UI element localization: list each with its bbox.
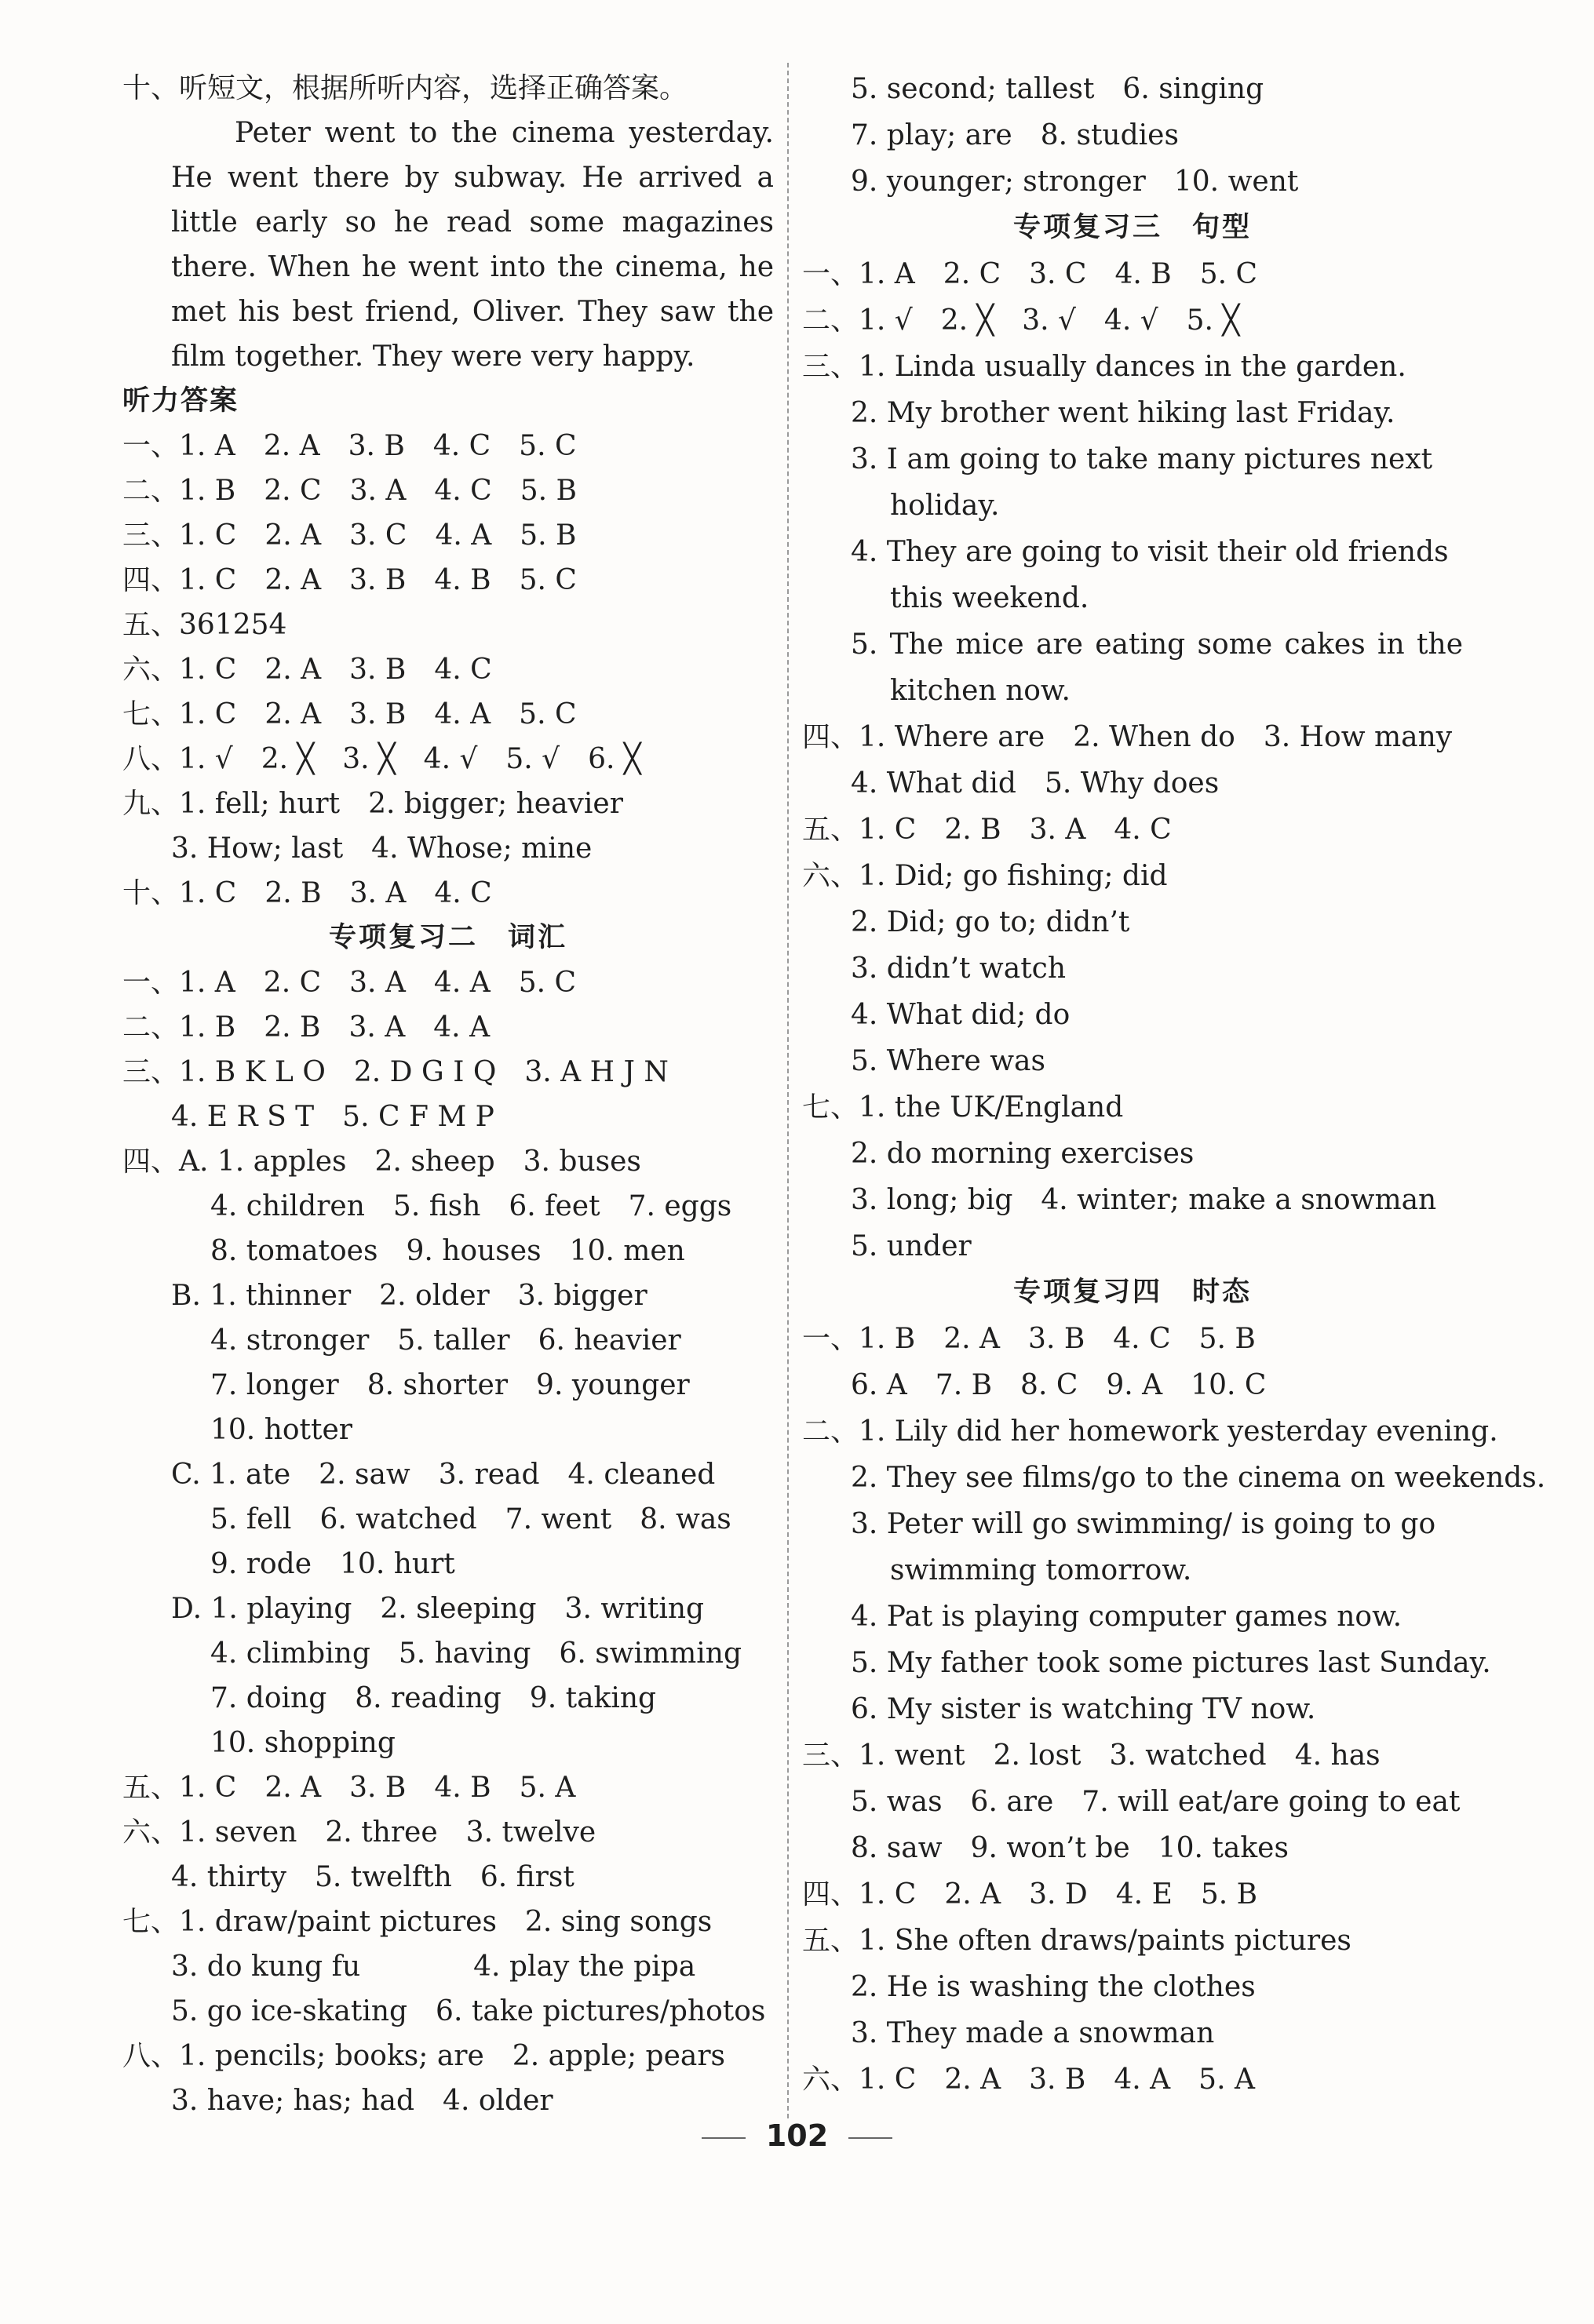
section-heading: 专项复习三 句型 <box>1012 212 1252 243</box>
answer-line: 9. younger; stronger 10. went <box>851 166 1299 198</box>
answer-line: 五、1. C 2. B 3. A 4. C <box>802 814 1172 846</box>
section-heading: 专项复习二 词汇 <box>328 922 567 953</box>
answer-line: 2. They see films/go to the cinema on weekends. <box>851 1462 1546 1494</box>
answer-line: kitchen now. <box>890 675 1071 707</box>
answer-line: 3. Peter will go swimming/ is going to go <box>851 1508 1436 1540</box>
answer-line: 十、1. C 2. B 3. A 4. C <box>122 877 492 909</box>
answer-line: D. 1. playing 2. sleeping 3. writing <box>171 1593 705 1625</box>
answer-line: 6. My sister is watching TV now. <box>851 1693 1316 1725</box>
answer-line: 三、1. Linda usually dances in the garden. <box>802 351 1406 383</box>
answer-line: 四、1. Where are 2. When do 3. How many <box>802 721 1453 753</box>
answer-line: 4. climbing 5. having 6. swimming <box>210 1637 742 1670</box>
answer-line: 5. fell 6. watched 7. went 8. was <box>210 1503 731 1535</box>
answer-line: 一、1. A 2. C 3. A 4. A 5. C <box>122 967 577 999</box>
answer-line: 四、1. C 2. A 3. D 4. E 5. B <box>802 1878 1258 1911</box>
answer-line: 六、1. C 2. A 3. B 4. C <box>122 654 492 686</box>
answer-line: 2. My brother went hiking last Friday. <box>851 397 1395 429</box>
answer-line: B. 1. thinner 2. older 3. bigger <box>171 1280 647 1312</box>
answer-line: 7. longer 8. shorter 9. younger <box>210 1369 690 1401</box>
answer-line: 一、1. B 2. A 3. B 4. C 5. B <box>802 1323 1256 1355</box>
answer-line: 5. was 6. are 7. will eat/are going to eat <box>851 1786 1461 1818</box>
answer-line: film together. They were very happy. <box>171 341 695 373</box>
answer-line: 十、听短文，根据所听内容，选择正确答案。 <box>122 72 688 104</box>
answer-line: 8. saw 9. won’t be 10. takes <box>851 1832 1289 1864</box>
answer-line: 七、1. draw/paint pictures 2. sing songs <box>122 1906 713 1938</box>
answer-line: 4. What did 5. Why does <box>851 767 1220 800</box>
section-heading: 听力答案 <box>122 385 239 417</box>
column-divider <box>787 63 789 2118</box>
answer-line: 5. go ice-skating 6. take pictures/photos <box>171 1995 766 2027</box>
answer-line: 二、1. B 2. C 3. A 4. C 5. B <box>122 475 577 507</box>
answer-line: met his best friend, Oliver. They saw the <box>171 296 774 328</box>
answer-line: 八、1. pencils; books; are 2. apple; pears <box>122 2040 726 2072</box>
answer-line: 二、1. Lily did her homework yesterday evening. <box>802 1415 1498 1448</box>
answer-line: this weekend. <box>890 582 1089 614</box>
answer-line: 二、1. √ 2. ╳ 3. √ 4. √ 5. ╳ <box>802 304 1240 337</box>
answer-line: 八、1. √ 2. ╳ 3. ╳ 4. √ 5. √ 6. ╳ <box>122 743 641 775</box>
answer-line: 5. Where was <box>851 1045 1045 1077</box>
answer-line: 三、1. B K L O 2. D G I Q 3. A H J N <box>122 1056 669 1088</box>
answer-line: 六、1. Did; go fishing; did <box>802 860 1168 892</box>
page-number-footer <box>0 2118 1594 2153</box>
answer-line: 2. do morning exercises <box>851 1138 1195 1170</box>
answer-line: 9. rode 10. hurt <box>210 1548 455 1580</box>
answer-line: 五、1. C 2. A 3. B 4. B 5. A <box>122 1772 576 1804</box>
answer-line: 6. A 7. B 8. C 9. A 10. C <box>851 1369 1267 1401</box>
answer-line: there. When he went into the cinema, he <box>171 251 774 283</box>
answer-line: 六、1. C 2. A 3. B 4. A 5. A <box>802 2064 1255 2096</box>
answer-line: 10. hotter <box>210 1414 353 1446</box>
answer-line: 3. have; has; had 4. older <box>171 2085 553 2117</box>
footer-dash-right <box>848 2137 892 2139</box>
answer-line: 二、1. B 2. B 3. A 4. A <box>122 1011 491 1044</box>
answer-line: 3. didn’t watch <box>851 953 1067 985</box>
answer-line: swimming tomorrow. <box>890 1554 1192 1586</box>
answer-line: Peter went to the cinema yesterday. <box>235 117 774 149</box>
answer-line: 8. tomatoes 9. houses 10. men <box>210 1235 685 1267</box>
answer-line: 10. shopping <box>210 1727 396 1759</box>
answer-line: 一、1. A 2. A 3. B 4. C 5. C <box>122 430 577 462</box>
answer-line: 3. How; last 4. Whose; mine <box>171 832 593 865</box>
answer-line: 九、1. fell; hurt 2. bigger; heavier <box>122 788 623 820</box>
answer-line: 5. under <box>851 1230 972 1262</box>
section-heading: 专项复习四 时态 <box>1012 1277 1252 1308</box>
answer-line: 5. The mice are eating some cakes in the <box>851 628 1463 661</box>
answer-line: 2. He is washing the clothes <box>851 1971 1256 2003</box>
answer-line: 五、1. She often draws/paints pictures <box>802 1925 1351 1957</box>
page-number: 102 <box>765 2118 829 2153</box>
answer-line: 5. My father took some pictures last Sunday. <box>851 1647 1491 1679</box>
answer-line: 4. children 5. fish 6. feet 7. eggs <box>210 1190 732 1222</box>
answer-line: 七、1. the UK/England <box>802 1091 1124 1124</box>
answer-line: 7. play; are 8. studies <box>851 119 1179 151</box>
answer-line: He went there by subway. He arrived a <box>171 162 774 194</box>
answer-line: little early so he read some magazines <box>171 206 774 239</box>
answer-line: 3. I am going to take many pictures next <box>851 443 1433 475</box>
answer-line: 7. doing 8. reading 9. taking <box>210 1682 657 1714</box>
answer-line: 4. stronger 5. taller 6. heavier <box>210 1324 681 1357</box>
answer-line: 四、1. C 2. A 3. B 4. B 5. C <box>122 564 577 596</box>
answer-line: 3. They made a snowman <box>851 2017 1215 2049</box>
answer-line: 4. thirty 5. twelfth 6. first <box>171 1861 574 1893</box>
answer-line: 3. long; big 4. winter; make a snowman <box>851 1184 1437 1216</box>
answer-line: C. 1. ate 2. saw 3. read 4. cleaned <box>171 1459 716 1491</box>
answer-line: 4. E R S T 5. C F M P <box>171 1101 494 1133</box>
answer-line: 4. What did; do <box>851 999 1071 1031</box>
left-column <box>122 66 774 2123</box>
answer-line: 3. do kung fu 4. play the pipa <box>171 1951 696 1983</box>
answer-line: 三、1. C 2. A 3. C 4. A 5. B <box>122 519 577 552</box>
answer-line: 5. second; tallest 6. singing <box>851 73 1264 105</box>
answer-line: 4. They are going to visit their old friends <box>851 536 1449 568</box>
answer-line: 一、1. A 2. C 3. C 4. B 5. C <box>802 258 1258 290</box>
answer-line: holiday. <box>890 490 1000 522</box>
answer-line: 2. Did; go to; didn’t <box>851 906 1130 938</box>
answer-line: 六、1. seven 2. three 3. twelve <box>122 1816 596 1849</box>
answer-line: 五、361254 <box>122 609 287 641</box>
answer-line: 4. Pat is playing computer games now. <box>851 1601 1403 1633</box>
answer-line: 三、1. went 2. lost 3. watched 4. has <box>802 1739 1381 1772</box>
answer-line: 七、1. C 2. A 3. B 4. A 5. C <box>122 698 577 730</box>
right-column <box>802 66 1546 2103</box>
footer-dash-left <box>702 2137 746 2139</box>
answer-line: 四、A. 1. apples 2. sheep 3. buses <box>122 1146 641 1178</box>
